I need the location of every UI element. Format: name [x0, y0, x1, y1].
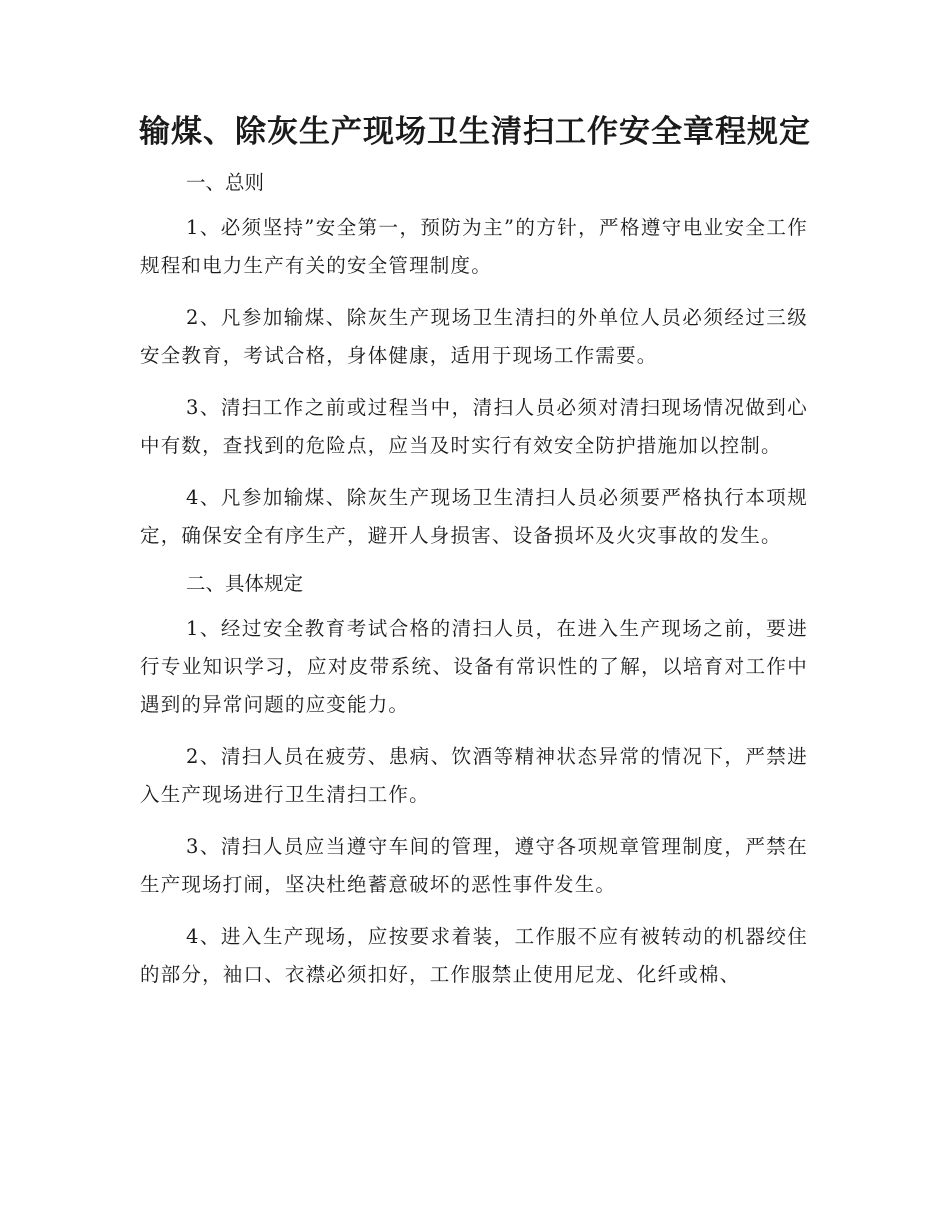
general-paragraph-3: 3、清扫工作之前或过程当中，清扫人员必须对清扫现场情况做到心中有数，查找到的危险点，应当及时实行有效安全防护措施加以控制。 — [140, 396, 808, 457]
specific-paragraph-4: 4、进入生产现场，应按要求着装，工作服不应有被转动的机器绞住的部分，袖口、衣襟必须扣好，工作服禁止使用尼龙、化纤或棉、 — [140, 925, 808, 986]
document-body — [140, 168, 808, 994]
specific-paragraph-2: 2、清扫人员在疲劳、患病、饮酒等精神状态异常的情况下，严禁进入生产现场进行卫生清扫工作。 — [140, 745, 808, 806]
general-paragraph-1: 1、必须坚持”安全第一，预防为主”的方针，严格遵守电业安全工作规程和电力生产有关的安全管理制度。 — [140, 216, 808, 277]
general-paragraph-4: 4、凡参加输煤、除灰生产现场卫生清扫人员必须要严格执行本项规定，确保安全有序生产，避开人身损害、设备损坏及火灾事故的发生。 — [140, 486, 808, 547]
specific-paragraph-1: 1、经过安全教育考试合格的清扫人员，在进入生产现场之前，要进行专业知识学习，应对皮带系统、设备有常识性的了解，以培育对工作中遇到的异常问题的应变能力。 — [140, 617, 808, 716]
general-paragraph-2: 2、凡参加输煤、除灰生产现场卫生清扫的外单位人员必须经过三级安全教育，考试合格，身体健康，适用于现场工作需要。 — [140, 306, 808, 367]
specific-paragraph-3: 3、清扫人员应当遵守车间的管理，遵守各项规章管理制度，严禁在生产现场打闹，坚决杜绝蓄意破坏的恶性事件发生。 — [140, 835, 808, 896]
section-heading-specific: 二、具体规定 — [186, 572, 304, 595]
document-title: 输煤、除灰生产现场卫生清扫工作安全章程规定 — [139, 114, 811, 150]
section-heading-general: 一、总则 — [186, 171, 265, 194]
